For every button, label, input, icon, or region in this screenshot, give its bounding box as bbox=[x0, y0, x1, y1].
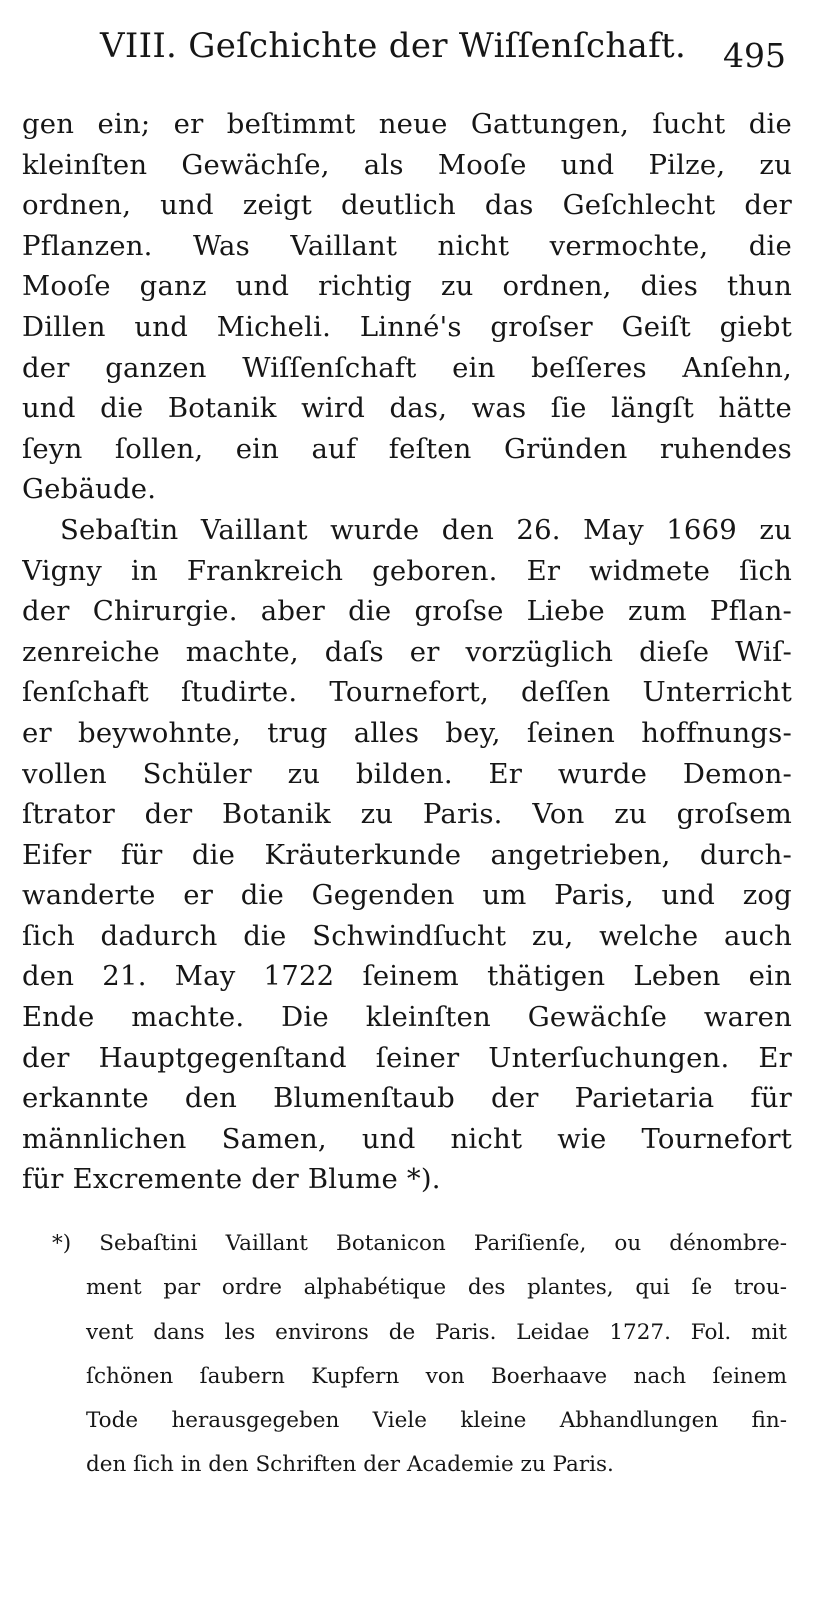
text-line: er beywohnte, trug alles bey, ſeinen hoffnungs- bbox=[22, 716, 792, 749]
footnote-line: Tode herausgegeben Viele kleine Abhandlungen fin- bbox=[86, 1408, 787, 1434]
text-line: Pflanzen. Was Vaillant nicht vermochte, die bbox=[22, 229, 792, 262]
text-line: ſich dadurch die Schwindſucht zu, welche auch bbox=[22, 919, 792, 952]
text-line: der Chirurgie. aber die groſse Liebe zum Pflan- bbox=[22, 595, 792, 628]
running-head bbox=[22, 22, 794, 78]
text-line: wanderte er die Gegenden um Paris, und zog bbox=[22, 879, 792, 912]
text-line: ſeyn ſollen, ein auf feſten Gründen ruhendes bbox=[22, 432, 792, 465]
footnote-line: ment par ordre alphabétique des plantes, qui ſe trou- bbox=[86, 1275, 787, 1301]
page-number: 495 bbox=[723, 36, 786, 75]
footnote-line: *) Sebaſtini Vaillant Botanicon Pariſienſe, ou dénombre- bbox=[52, 1231, 787, 1256]
footnote-line: den ſich in den Schriften der Academie zu Paris. bbox=[86, 1452, 614, 1478]
text-line: zenreiche machte, daſs er vorzüglich dieſe Wiſ- bbox=[22, 635, 792, 668]
text-line: Dillen und Micheli. Linné's groſser Geiſt giebt bbox=[22, 310, 792, 343]
text-line: erkannte den Blumenſtaub der Parietaria für bbox=[22, 1082, 792, 1115]
text-line: Mooſe ganz und richtig zu ordnen, dies thun bbox=[22, 270, 792, 303]
running-title: VIII. Geſchichte der Wiſſenſchaft. bbox=[100, 26, 687, 66]
text-line: gen ein; er beſtimmt neue Gattungen, ſucht die bbox=[22, 108, 792, 140]
text-line: Eifer für die Kräuterkunde angetrieben, durch- bbox=[22, 838, 792, 871]
text-line: der ganzen Wiſſenſchaft ein beſſeres Anſehn, bbox=[22, 351, 792, 384]
text-line: ſtrator der Botanik zu Paris. Von zu groſsem bbox=[22, 798, 792, 831]
text-line: und die Botanik wird das, was ſie längſt hätte bbox=[22, 392, 792, 425]
text-line: Vigny in Frankreich geboren. Er widmete ſich bbox=[22, 554, 792, 587]
text-line: Ende machte. Die kleinſten Gewächſe waren bbox=[22, 1001, 792, 1034]
footnote bbox=[52, 1222, 787, 1488]
text-line: Sebaſtin Vaillant wurde den 26. May 1669 zu bbox=[60, 513, 792, 546]
text-line: kleinſten Gewächſe, als Mooſe und Pilze, zu bbox=[22, 148, 792, 181]
text-line: der Hauptgegenſtand ſeiner Unterſuchungen. Er bbox=[22, 1041, 792, 1074]
body-text bbox=[22, 104, 792, 1200]
footnote-line: ſchönen ſaubern Kupfern von Boerhaave nach ſeinem bbox=[86, 1363, 787, 1389]
text-line: männlichen Samen, und nicht wie Tournefort bbox=[22, 1122, 792, 1155]
text-line: ſenſchaft ſtudirte. Tournefort, deſſen Unterricht bbox=[22, 676, 792, 709]
footnote-line: vent dans les environs de Paris. Leidae 1727. Fol. mit bbox=[86, 1319, 787, 1345]
text-line: für Excremente der Blume *). bbox=[22, 1163, 441, 1196]
text-line: vollen Schüler zu bilden. Er wurde Demon- bbox=[22, 757, 792, 790]
text-line: ordnen, und zeigt deutlich das Geſchlecht der bbox=[22, 189, 792, 222]
text-line: Gebäude. bbox=[22, 473, 157, 506]
text-line: den 21. May 1722 ſeinem thätigen Leben ein bbox=[22, 960, 792, 993]
